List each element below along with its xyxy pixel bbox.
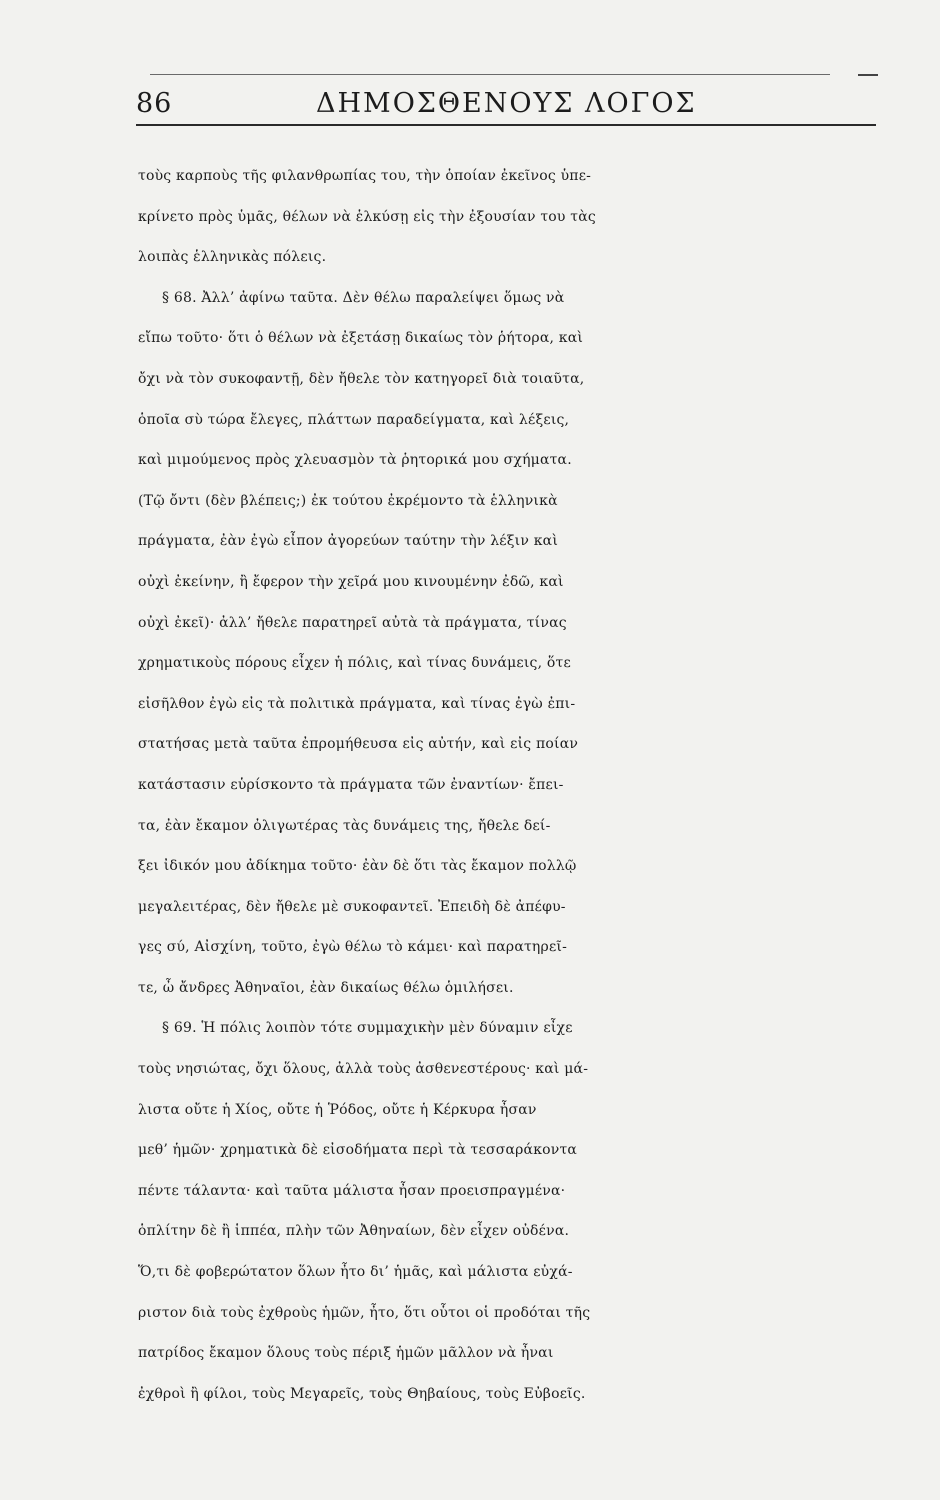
text-line: Ὅ,τι δὲ φοβερώτατον ὅλων ἦτο δι’ ἡμᾶς, καὶ μάλιστα εὐχά-: [138, 1264, 573, 1281]
text-line: πράγματα, ἐὰν ἐγὼ εἶπον ἀγορεύων ταύτην τὴν λέξιν καὶ: [138, 533, 559, 550]
text-line: οὐχὶ ἐκείνην, ἢ ἔφερον τὴν χεῖρά μου κινουμένην ἐδῶ, καὶ: [138, 573, 564, 590]
text-line: § 68. Ἀλλ’ ἀφίνω ταῦτα. Δὲν θέλω παραλείψει ὅμως νὰ: [162, 289, 565, 306]
running-head: ΔΗΜΟΣΘΕΝΟΥΣ ΛΟΓΟΣ: [316, 88, 697, 119]
text-line: κατάστασιν εὑρίσκοντο τὰ πράγματα τῶν ἐναντίων· ἔπει-: [138, 776, 564, 793]
top-dash: [858, 74, 878, 76]
text-line: χρηματικοὺς πόρους εἶχεν ἡ πόλις, καὶ τίνας δυνάμεις, ὅτε: [138, 655, 571, 672]
text-line: οὐχὶ ἐκεῖ)· ἀλλ’ ἤθελε παρατηρεῖ αὐτὰ τὰ πράγματα, τίνας: [138, 614, 567, 631]
text-line: λιστα οὔτε ἡ Χίος, οὔτε ἡ Ῥόδος, οὔτε ἡ Κέρκυρα ἦσαν: [138, 1101, 537, 1118]
text-line: εἰσῆλθον ἐγὼ εἰς τὰ πολιτικὰ πράγματα, καὶ τίνας ἐγὼ ἐπι-: [138, 695, 576, 712]
text-line: μεγαλειτέρας, δὲν ἤθελε μὲ συκοφαντεῖ. Ἐπειδὴ δὲ ἀπέφυ-: [138, 898, 566, 915]
text-line: λοιπὰς ἑλληνικὰς πόλεις.: [138, 249, 327, 266]
text-line: καὶ μιμούμενος πρὸς χλευασμὸν τὰ ῥητορικά μου σχήματα.: [138, 452, 572, 469]
page-number: 86: [136, 88, 173, 119]
text-line: πέντε τάλαντα· καὶ ταῦτα μάλιστα ἦσαν προεισπραγμένα·: [138, 1182, 566, 1199]
text-line: ἐχθροὶ ἢ φίλοι, τοὺς Μεγαρεῖς, τοὺς Θηβαίους, τοὺς Εὐβοεῖς.: [138, 1385, 586, 1402]
text-line: κρίνετο πρὸς ὑμᾶς, θέλων νὰ ἑλκύσῃ εἰς τὴν ἐξουσίαν του τὰς: [138, 208, 596, 225]
text-line: πατρίδος ἔκαμον ὅλους τοὺς πέριξ ἡμῶν μᾶλλον νὰ ἦναι: [138, 1345, 554, 1362]
text-line: (Τῷ ὄντι (δὲν βλέπεις;) ἐκ τούτου ἐκρέμοντο τὰ ἑλληνικὰ: [138, 492, 558, 509]
text-line: ὁπλίτην δὲ ἢ ἱππέα, πλὴν τῶν Ἀθηναίων, δὲν εἶχεν οὐδένα.: [138, 1223, 570, 1240]
text-line: γες σύ, Αἰσχίνη, τοῦτο, ἐγὼ θέλω τὸ κάμει· καὶ παρατηρεῖ-: [138, 939, 568, 956]
text-line: τοὺς νησιώτας, ὄχι ὅλους, ἀλλὰ τοὺς ἀσθενεστέρους· καὶ μά-: [138, 1061, 589, 1078]
text-line: ξει ἰδικόν μου ἀδίκημα τοῦτο· ἐὰν δὲ ὅτι τὰς ἔκαμον πολλῷ: [138, 858, 577, 875]
body-text: [138, 156, 910, 1414]
page-header: [136, 84, 876, 128]
text-line: § 69. Ἡ πόλις λοιπὸν τότε συμμαχικὴν μὲν δύναμιν εἶχε: [162, 1020, 573, 1037]
text-line: τε, ὦ ἄνδρες Ἀθηναῖοι, ἐὰν δικαίως θέλω ὁμιλήσει.: [138, 979, 514, 996]
text-line: ὁποῖα σὺ τώρα ἔλεγες, πλάττων παραδείγματα, καὶ λέξεις,: [138, 411, 570, 428]
text-line: στατήσας μετὰ ταῦτα ἐπρομήθευσα εἰς αὐτήν, καὶ εἰς ποίαν: [138, 736, 579, 753]
header-rule: [136, 124, 876, 126]
text-line: τοὺς καρποὺς τῆς φιλανθρωπίας του, τὴν ὁποίαν ἐκεῖνος ὑπε-: [138, 168, 592, 184]
text-line: εἴπω τοῦτο· ὅτι ὁ θέλων νὰ ἐξετάσῃ δικαίως τὸν ῥήτορα, καὶ: [138, 330, 584, 347]
text-line: μεθ’ ἡμῶν· χρηματικὰ δὲ εἰσοδήματα περὶ τὰ τεσσαράκοντα: [138, 1142, 578, 1159]
top-rule: [150, 74, 830, 75]
text-line: ὄχι νὰ τὸν συκοφαντῇ, δὲν ἤθελε τὸν κατηγορεῖ διὰ τοιαῦτα,: [138, 370, 585, 387]
text-line: τα, ἐὰν ἔκαμον ὀλιγωτέρας τὰς δυνάμεις της, ἤθελε δεί-: [138, 817, 551, 834]
text-line: ριστον διὰ τοὺς ἐχθροὺς ἡμῶν, ἦτο, ὅτι οὗτοι οἱ προδόται τῆς: [138, 1304, 591, 1321]
